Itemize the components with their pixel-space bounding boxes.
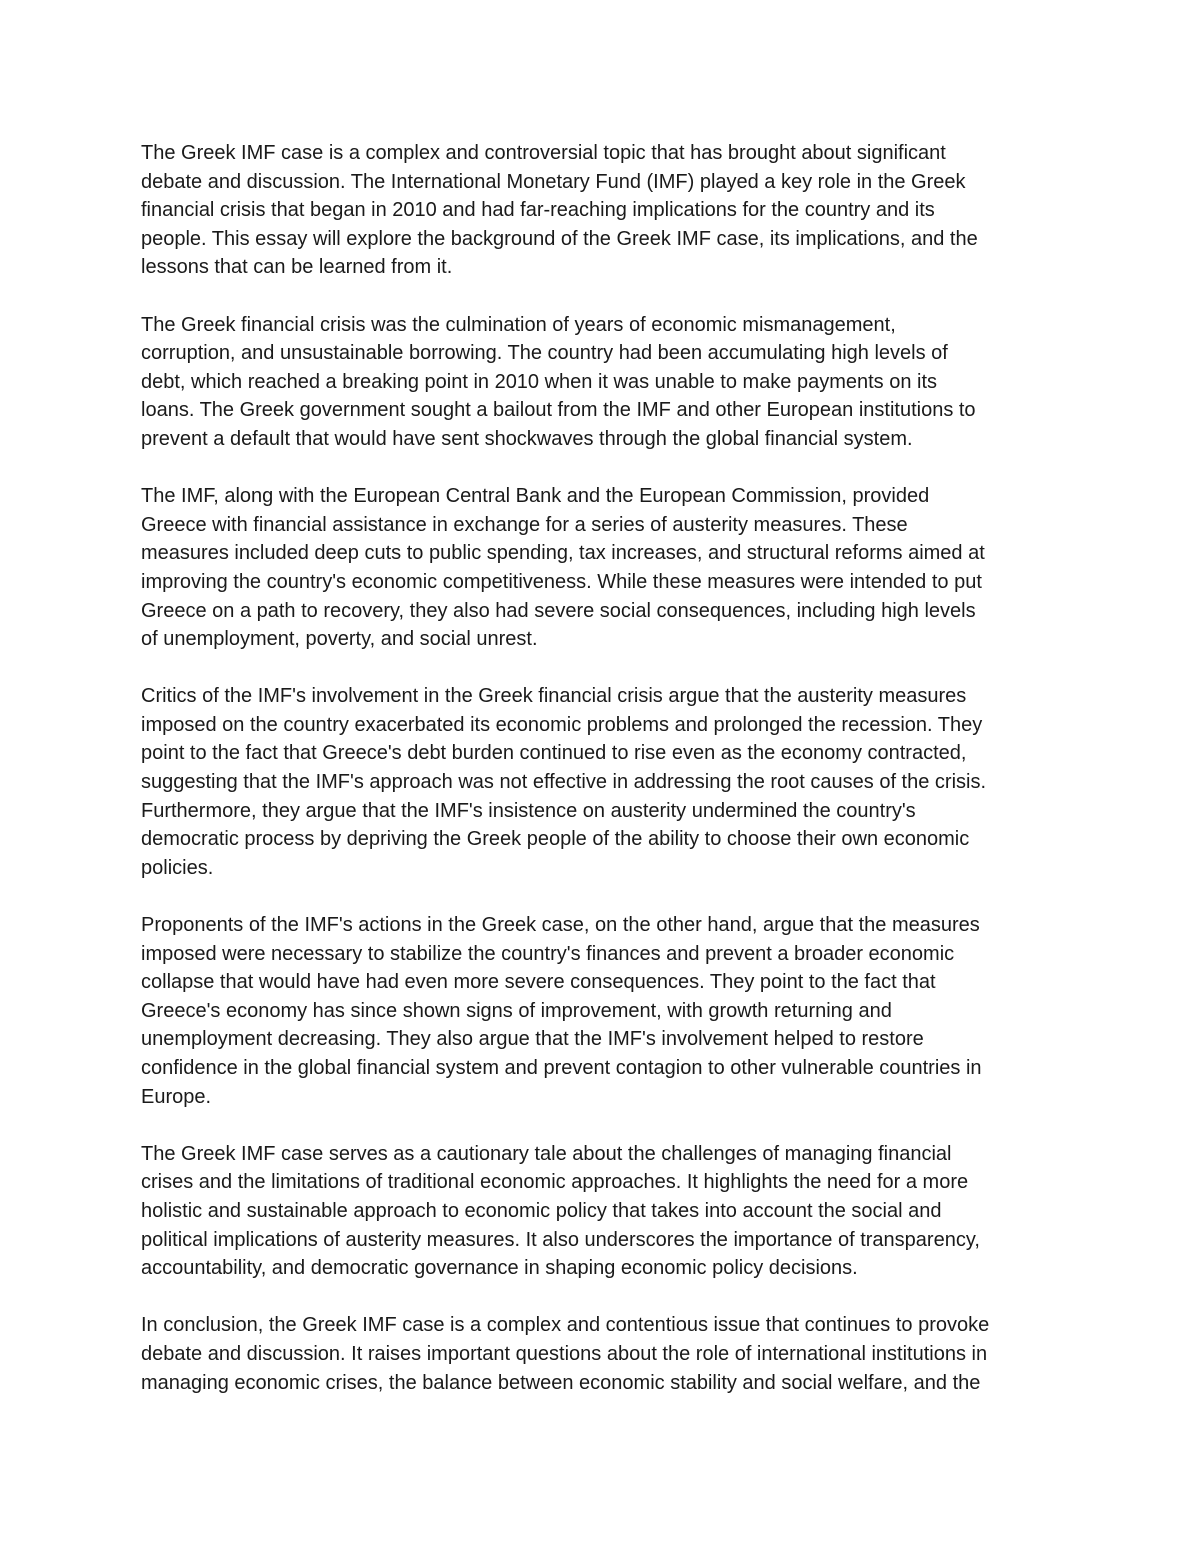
text-line: Greece on a path to recovery, they also had severe social consequences, including high levels — [141, 599, 976, 622]
text-line: The Greek financial crisis was the culmination of years of economic mismanagement, — [141, 313, 896, 336]
paragraph-6 — [141, 1140, 1061, 1283]
text-line: debate and discussion. The International Monetary Fund (IMF) played a key role in the Greek — [141, 170, 966, 193]
paragraph-4 — [141, 682, 1061, 882]
text-line: managing economic crises, the balance between economic stability and social welfare, and the — [141, 1371, 981, 1394]
text-line: Critics of the IMF's involvement in the Greek financial crisis argue that the austerity measures — [141, 685, 967, 708]
text-line: holistic and sustainable approach to economic policy that takes into account the social and — [141, 1199, 942, 1222]
text-line: debate and discussion. It raises important questions about the role of international institutions in — [141, 1342, 988, 1365]
text-line: In conclusion, the Greek IMF case is a complex and contentious issue that continues to provoke — [141, 1314, 990, 1337]
text-line: collapse that would have had even more severe consequences. They point to the fact that — [141, 971, 936, 994]
paragraph-5 — [141, 911, 1061, 1111]
text-line: democratic process by depriving the Greek people of the ability to choose their own economic — [141, 828, 970, 851]
text-line: accountability, and democratic governance in shaping economic policy decisions. — [141, 1257, 858, 1280]
text-line: people. This essay will explore the background of the Greek IMF case, its implications, and the — [141, 227, 978, 250]
text-line: Greece's economy has since shown signs of improvement, with growth returning and — [141, 999, 892, 1022]
paragraph-7 — [141, 1311, 1061, 1397]
text-line: prevent a default that would have sent shockwaves through the global financial system. — [141, 427, 913, 450]
text-line: debt, which reached a breaking point in 2010 when it was unable to make payments on its — [141, 370, 938, 393]
text-line: financial crisis that began in 2010 and had far-reaching implications for the country and its — [141, 199, 935, 222]
text-line: point to the fact that Greece's debt burden continued to rise even as the economy contracted, — [141, 742, 967, 765]
text-line: Proponents of the IMF's actions in the Greek case, on the other hand, argue that the measures — [141, 914, 980, 937]
text-line: corruption, and unsustainable borrowing. The country had been accumulating high levels of — [141, 342, 948, 365]
text-line: imposed on the country exacerbated its economic problems and prolonged the recession. They — [141, 713, 983, 736]
text-line: The Greek IMF case is a complex and controversial topic that has brought about significant — [141, 142, 946, 164]
paragraph-3 — [141, 482, 1061, 654]
text-line: confidence in the global financial system and prevent contagion to other vulnerable countries in — [141, 1057, 982, 1079]
text-line: suggesting that the IMF's approach was not effective in addressing the root causes of the crisis. — [141, 771, 987, 794]
text-line: improving the country's economic competitiveness. While these measures were intended to put — [141, 570, 982, 593]
text-line: lessons that can be learned from it. — [141, 256, 453, 279]
text-line: The IMF, along with the European Central Bank and the European Commission, provided — [141, 485, 930, 508]
text-line: crises and the limitations of traditional economic approaches. It highlights the need for a more — [141, 1171, 969, 1194]
text-line: loans. The Greek government sought a bailout from the IMF and other European institutions to — [141, 399, 976, 422]
text-line: The Greek IMF case serves as a cautionary tale about the challenges of managing financial — [141, 1142, 952, 1165]
text-line: imposed were necessary to stabilize the country's finances and prevent a broader economic — [141, 942, 955, 965]
text-line: Greece with financial assistance in exchange for a series of austerity measures. These — [141, 513, 908, 536]
paragraph-2 — [141, 311, 1061, 454]
text-line: unemployment decreasing. They also argue that the IMF's involvement helped to restore — [141, 1028, 924, 1051]
text-line: policies. — [141, 856, 214, 879]
text-line: of unemployment, poverty, and social unrest. — [141, 628, 538, 651]
document-body — [141, 139, 1061, 1426]
paragraph-1 — [141, 139, 1061, 282]
text-line: political implications of austerity measures. It also underscores the importance of transparency, — [141, 1228, 980, 1251]
text-line: Furthermore, they argue that the IMF's insistence on austerity undermined the country's — [141, 799, 916, 822]
text-line: Europe. — [141, 1085, 212, 1108]
text-line: measures included deep cuts to public spending, tax increases, and structural reforms aimed at — [141, 542, 985, 565]
